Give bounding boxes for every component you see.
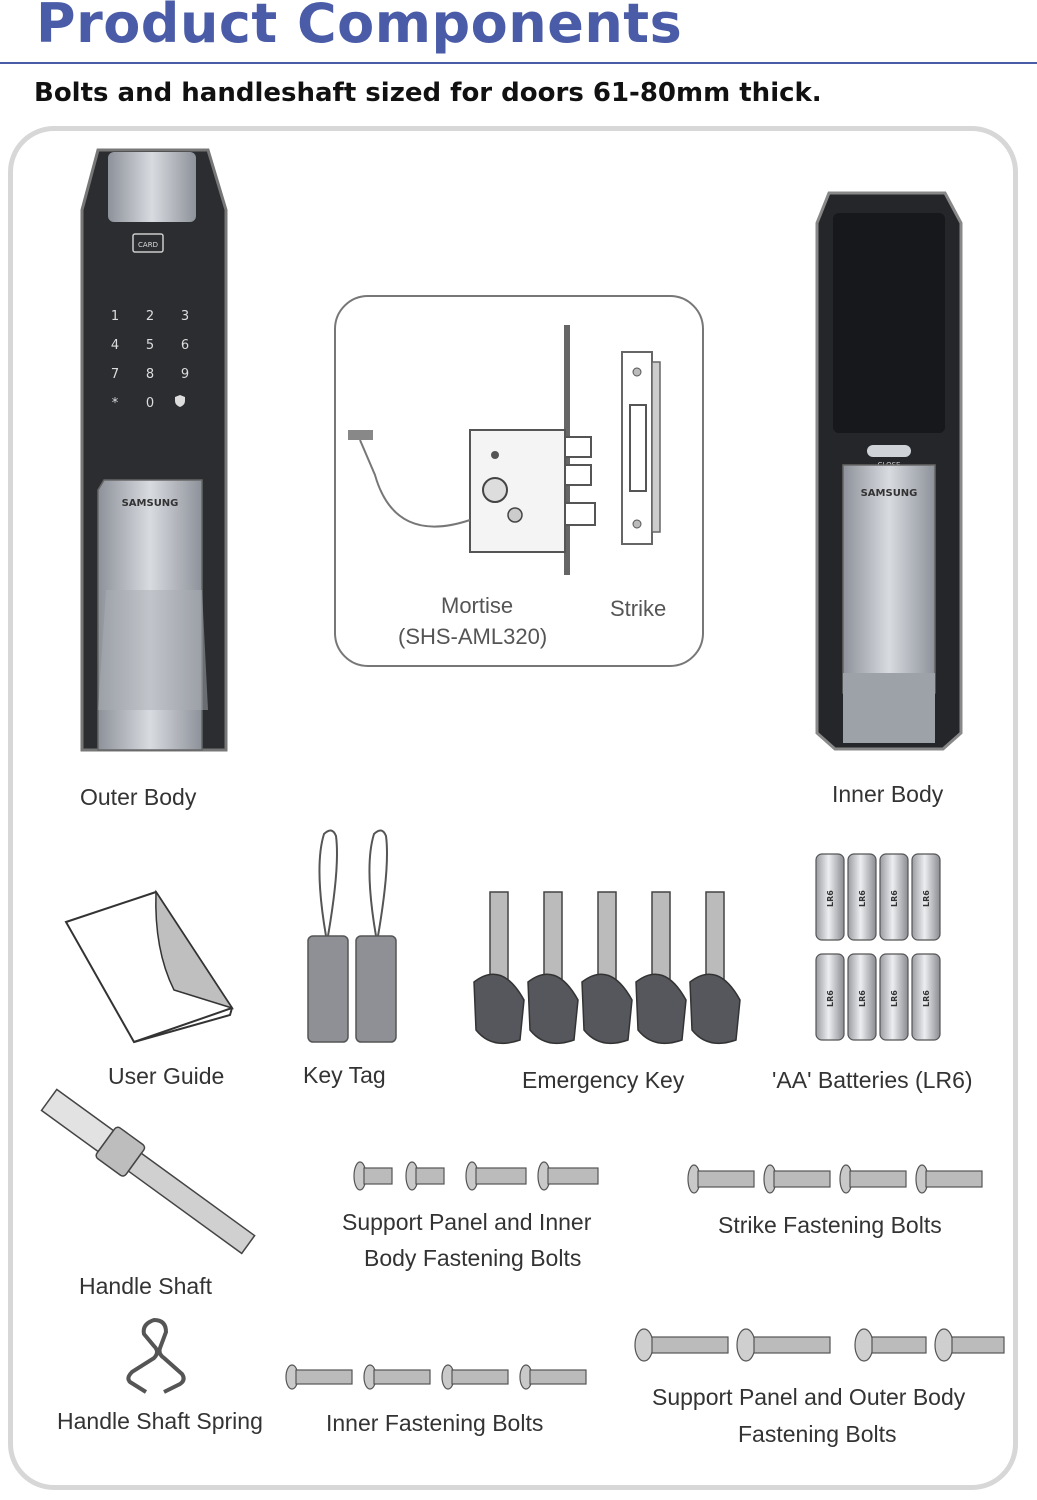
battery-label: LR6 bbox=[826, 990, 835, 1007]
strike-image bbox=[620, 350, 662, 546]
mortise-label: Mortise bbox=[441, 593, 514, 618]
support-inner-bolts-image bbox=[352, 1160, 602, 1192]
batteries-label: 'AA' Batteries (LR6) bbox=[772, 1067, 973, 1093]
title-underline bbox=[0, 62, 1037, 64]
batteries-image bbox=[812, 852, 944, 1044]
handle-shaft-spring-image bbox=[124, 1318, 188, 1396]
outer-body-image bbox=[78, 150, 228, 760]
battery-label: LR6 bbox=[858, 890, 867, 907]
support-outer-bolts-label-1: Support Panel and Outer Body bbox=[652, 1384, 966, 1410]
keypad-star: * bbox=[111, 396, 119, 411]
card-label: CARD bbox=[138, 241, 158, 249]
handle-shaft-image bbox=[44, 1090, 274, 1266]
strike-bolts-image bbox=[686, 1162, 986, 1196]
mortise-model-label: (SHS-AML320) bbox=[398, 624, 548, 649]
keypad-5: 5 bbox=[145, 338, 155, 353]
support-inner-bolts-label-1: Support Panel and Inner bbox=[342, 1209, 592, 1235]
support-outer-bolts-image bbox=[634, 1326, 1006, 1364]
key-tag-image bbox=[304, 826, 400, 1046]
keypad-4: 4 bbox=[110, 338, 120, 353]
keypad-2: 2 bbox=[145, 309, 155, 324]
inner-body-label: Inner Body bbox=[832, 781, 944, 807]
outer-body-label: Outer Body bbox=[80, 784, 197, 810]
keypad-0: 0 bbox=[145, 396, 155, 411]
handle-shaft-label: Handle Shaft bbox=[79, 1273, 212, 1299]
strike-bolts-label: Strike Fastening Bolts bbox=[718, 1212, 942, 1238]
inner-bolts-image bbox=[284, 1362, 596, 1392]
user-guide-label: User Guide bbox=[108, 1063, 225, 1089]
inner-bolts-label: Inner Fastening Bolts bbox=[326, 1410, 544, 1436]
battery-label: LR6 bbox=[922, 990, 931, 1007]
key-tag-label: Key Tag bbox=[303, 1062, 386, 1088]
battery-label: LR6 bbox=[890, 890, 899, 907]
battery-label: LR6 bbox=[922, 890, 931, 907]
keypad-1: 1 bbox=[110, 309, 120, 324]
battery-label: LR6 bbox=[890, 990, 899, 1007]
mortise-image bbox=[345, 325, 595, 580]
keypad-7: 7 bbox=[110, 367, 120, 382]
page-title: Product Components bbox=[36, 0, 683, 55]
emergency-key-image bbox=[472, 890, 744, 1052]
support-outer-bolts-label-2: Fastening Bolts bbox=[738, 1421, 897, 1447]
inner-brand: SAMSUNG bbox=[860, 488, 918, 499]
keypad-9: 9 bbox=[180, 367, 190, 382]
keypad-6: 6 bbox=[180, 338, 190, 353]
inner-body-image bbox=[815, 193, 965, 753]
emergency-key-label: Emergency Key bbox=[522, 1067, 685, 1093]
handle-shaft-spring-label: Handle Shaft Spring bbox=[57, 1408, 263, 1434]
battery-label: LR6 bbox=[858, 990, 867, 1007]
support-inner-bolts-label-2: Body Fastening Bolts bbox=[364, 1245, 582, 1271]
battery-label: LR6 bbox=[826, 890, 835, 907]
page-subtitle: Bolts and handleshaft sized for doors 61-80mm thick. bbox=[34, 78, 822, 108]
strike-label: Strike bbox=[610, 596, 667, 621]
outer-brand: SAMSUNG bbox=[121, 498, 179, 509]
user-guide-image bbox=[64, 890, 236, 1048]
keypad-8: 8 bbox=[145, 367, 155, 382]
keypad-3: 3 bbox=[180, 309, 190, 324]
